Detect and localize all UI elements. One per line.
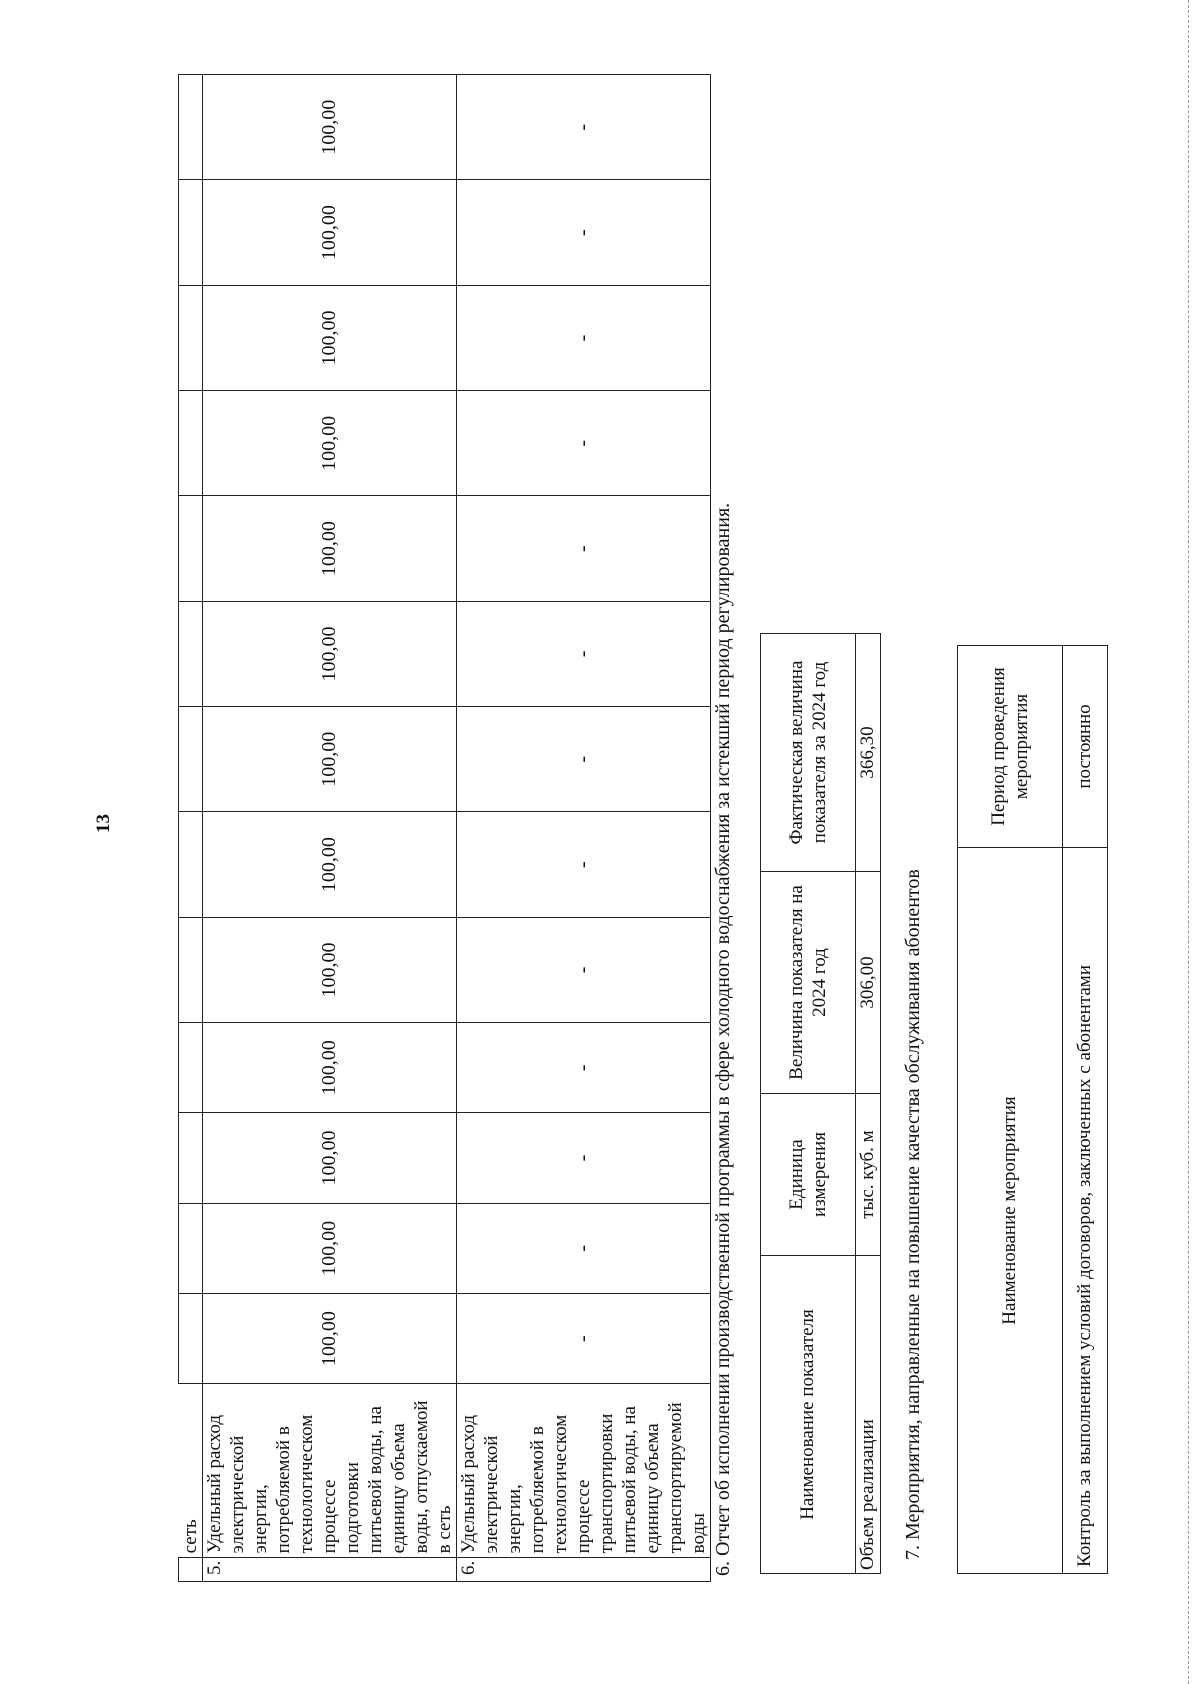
table-row: [855, 634, 880, 1574]
planned-value: 306,00: [855, 872, 880, 1094]
indicators-table: [178, 74, 711, 1582]
measure-period: постоянно: [1062, 646, 1107, 848]
table-header-row: [760, 634, 855, 1574]
value-cell: -: [456, 75, 710, 180]
value-cell: 100,00: [202, 75, 456, 180]
value-cell: 100,00: [202, 601, 456, 706]
header-measure-name: Наименование мероприятия: [957, 848, 1062, 1574]
value-cell: 100,00: [202, 707, 456, 812]
row-label: Удельный расход электрической энергии, потребляемой в технологическом процессе подготовки питьевой воды, на единицу объема воды, отпускаемой в сеть: [202, 1384, 456, 1558]
section-7-caption: 7. Мероприятия, направленные на повышение качества обслуживания абонентов: [901, 869, 924, 1560]
table-cell: [179, 285, 203, 390]
table-row: [1062, 646, 1107, 1574]
table-cell: [179, 391, 203, 496]
value-cell: 100,00: [202, 285, 456, 390]
row-number: 5.: [202, 1558, 456, 1582]
measures-table: [957, 645, 1108, 1574]
section-6-caption: 6. Отчет об исполнении производственной программы в сфере холодного водоснабжения за истекший период регулирования.: [711, 502, 734, 1576]
value-cell: 100,00: [202, 180, 456, 285]
value-cell: 100,00: [202, 1293, 456, 1383]
unit: тыс. куб. м: [855, 1094, 880, 1256]
measure-name: Контроль за выполнением условий договоров, заключенных с абонентами: [1062, 848, 1107, 1574]
table-row: [202, 75, 456, 1582]
table-header-row: [957, 646, 1062, 1574]
value-cell: 100,00: [202, 1203, 456, 1293]
table-cell: [179, 1113, 203, 1203]
value-cell: 100,00: [202, 917, 456, 1022]
table-row-fragment: [179, 75, 203, 1582]
indicator-name: Объем реализации: [855, 1256, 880, 1574]
table-cell: [179, 601, 203, 706]
table-cell: [179, 75, 203, 180]
table-cell: [179, 1023, 203, 1113]
value-cell: -: [456, 1113, 710, 1203]
row-number: 6.: [456, 1558, 710, 1582]
table-cell: [179, 180, 203, 285]
value-cell: -: [456, 917, 710, 1022]
value-cell: -: [456, 180, 710, 285]
value-cell: -: [456, 1203, 710, 1293]
row-label: Удельный расход электрической энергии, потребляемой в технологическом процессе транспортировки питьевой воды, на единицу объема транспортируемой воды: [456, 1384, 710, 1558]
header-actual-value: Фактическая величина показателя за 2024 год: [760, 634, 855, 872]
header-indicator-name: Наименование показателя: [760, 1256, 855, 1574]
value-cell: -: [456, 1293, 710, 1383]
table-row: [456, 75, 710, 1582]
table-cell: [179, 1558, 203, 1582]
value-cell: 100,00: [202, 1023, 456, 1113]
row-label-fragment: сеть: [179, 1384, 203, 1558]
value-cell: -: [456, 285, 710, 390]
value-cell: 100,00: [202, 812, 456, 917]
header-unit: Единица измерения: [760, 1094, 855, 1256]
value-cell: 100,00: [202, 391, 456, 496]
value-cell: -: [456, 601, 710, 706]
page-edge-dashed-line: [1188, 0, 1189, 1684]
page-number: 13: [93, 814, 114, 833]
table-cell: [179, 1203, 203, 1293]
table-cell: [179, 812, 203, 917]
value-cell: 100,00: [202, 1113, 456, 1203]
header-planned-value: Величина показателя на 2024 год: [760, 872, 855, 1094]
actual-value: 366,30: [855, 634, 880, 872]
table-cell: [179, 917, 203, 1022]
value-cell: -: [456, 812, 710, 917]
rotated-content: [178, 74, 1108, 1582]
header-measure-period: Период проведения мероприятия: [957, 646, 1062, 848]
table-cell: [179, 707, 203, 812]
value-cell: -: [456, 391, 710, 496]
value-cell: -: [456, 707, 710, 812]
value-cell: -: [456, 1023, 710, 1113]
value-cell: -: [456, 496, 710, 601]
table-cell: [179, 1293, 203, 1383]
table-cell: [179, 496, 203, 601]
production-report-table: [760, 633, 881, 1574]
value-cell: 100,00: [202, 496, 456, 601]
